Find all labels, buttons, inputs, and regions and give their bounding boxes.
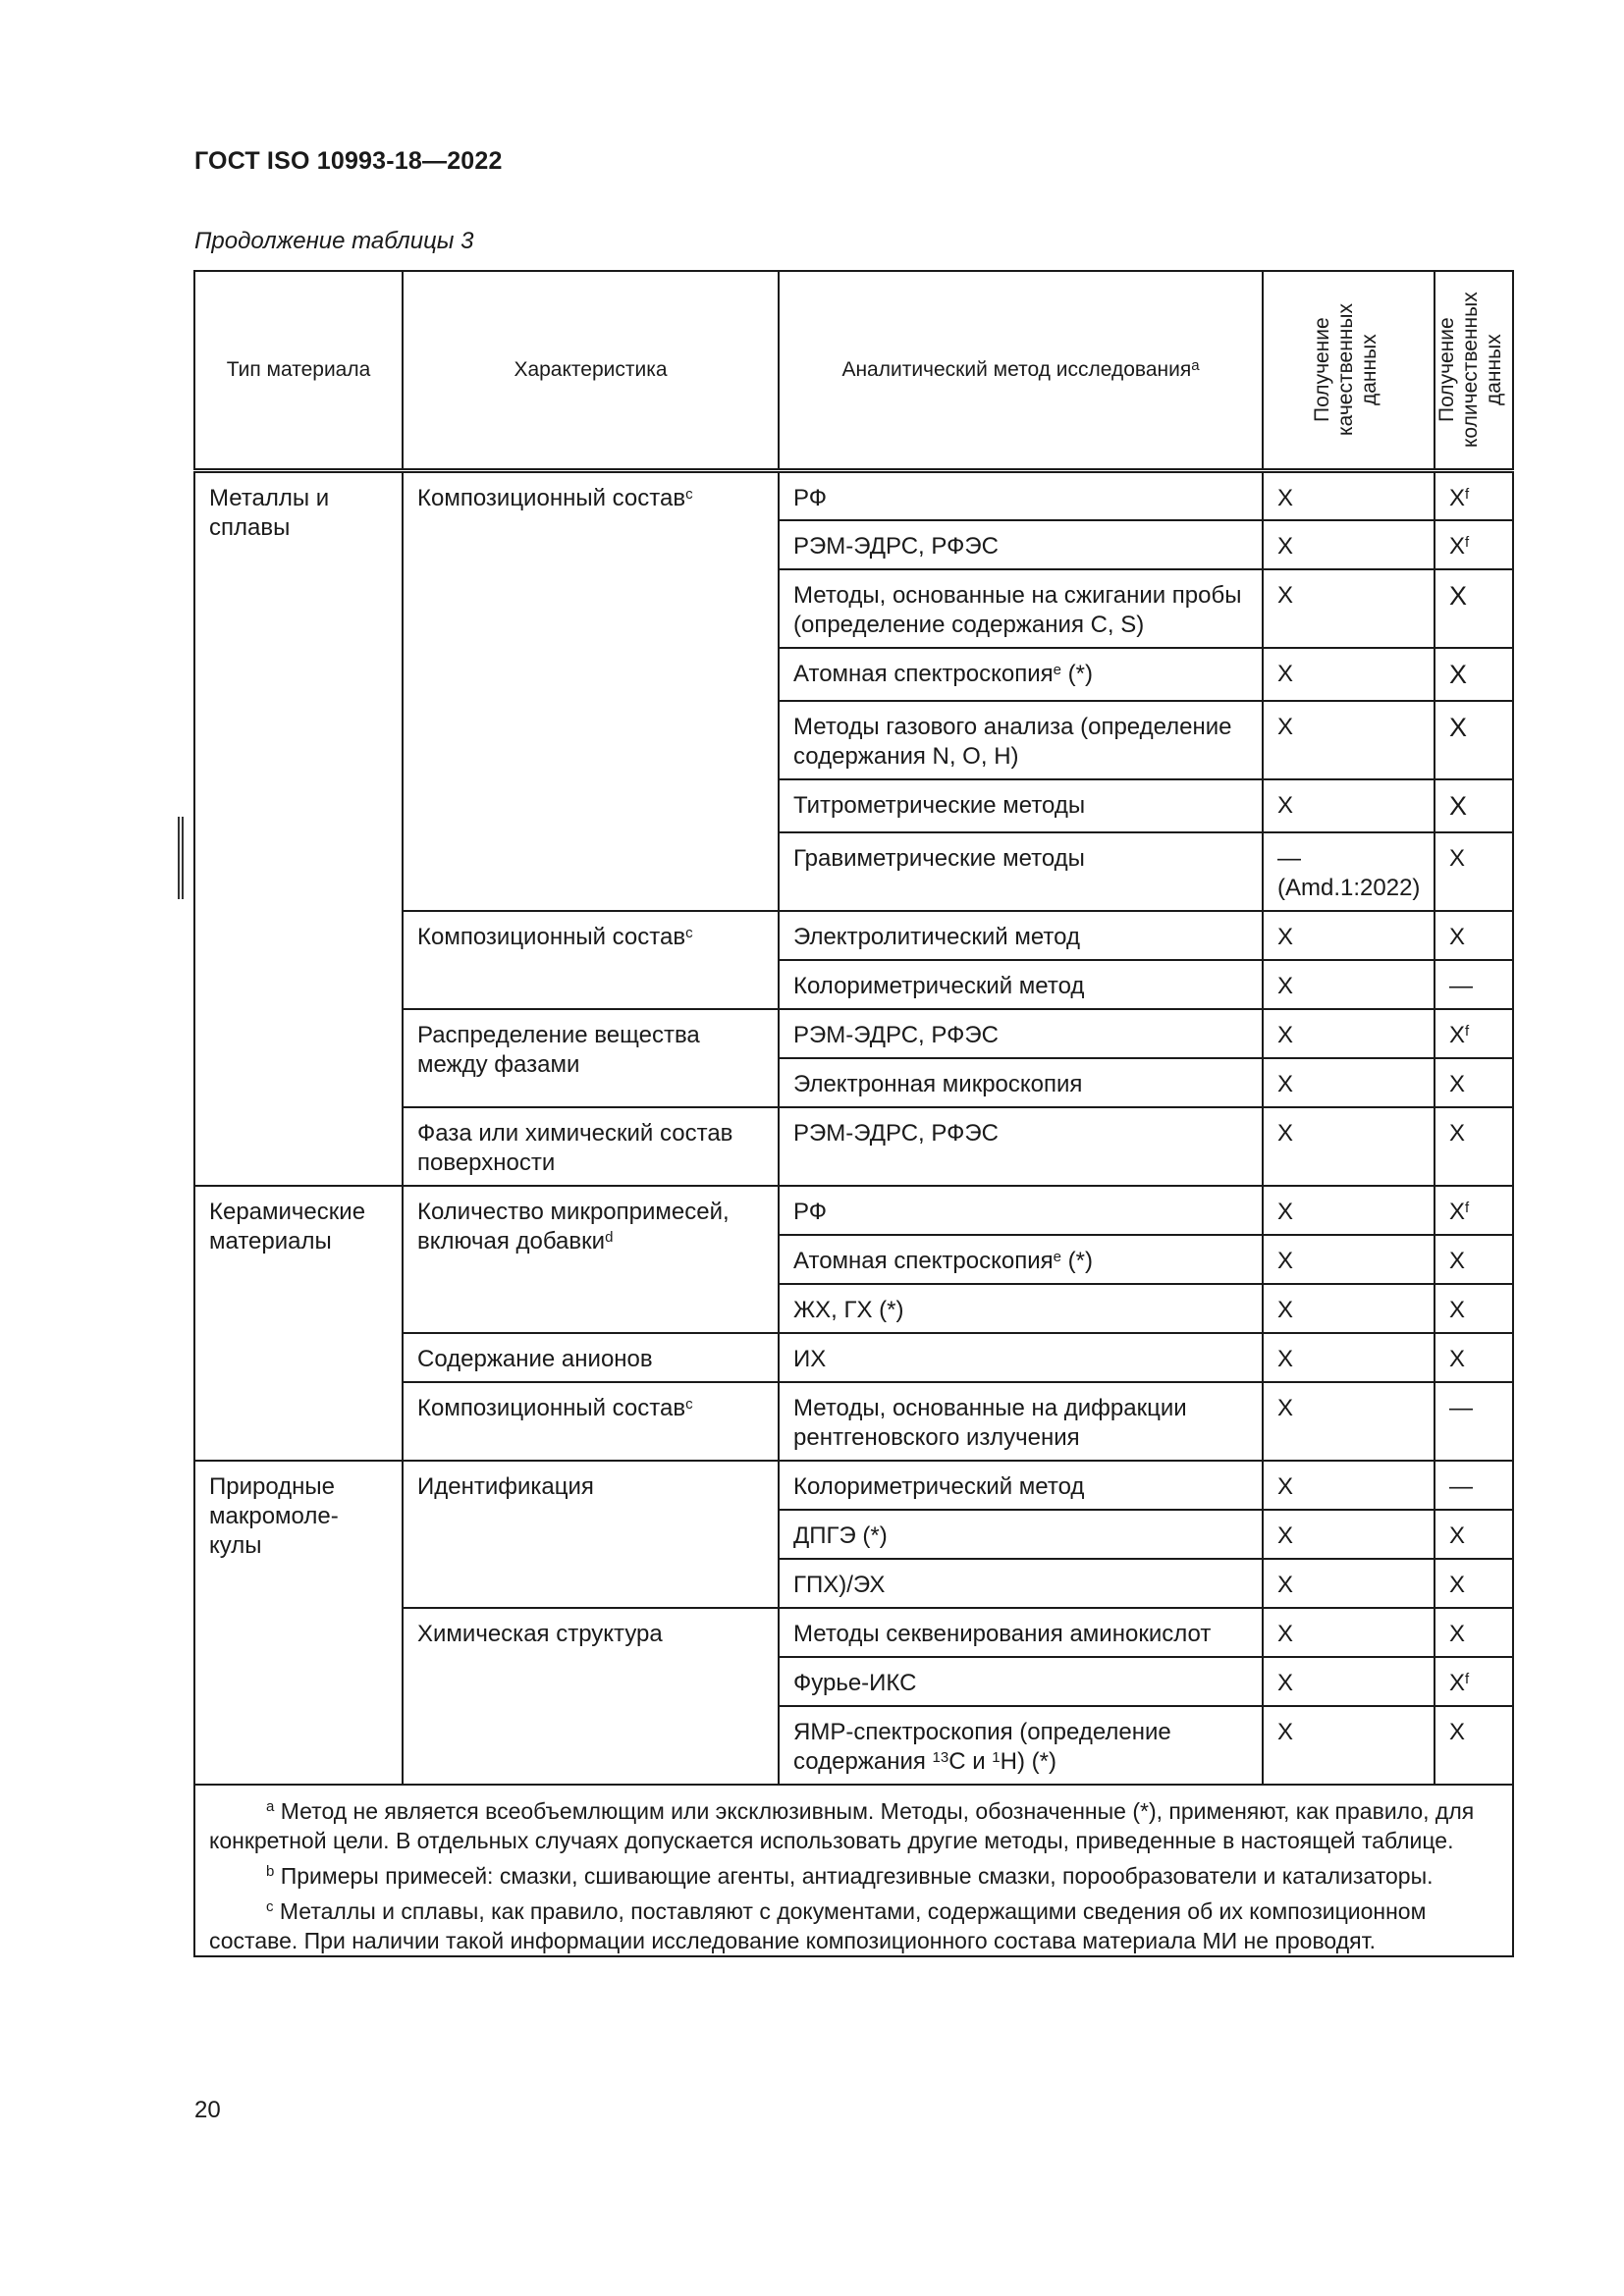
footnote-row <box>194 1785 1513 1956</box>
method-cell: РЭМ-ЭДРС, РФЭС <box>779 520 1263 569</box>
method-cell: ЖХ, ГХ (*) <box>779 1284 1263 1333</box>
superscript: 1 <box>992 1748 1001 1766</box>
header-quantitative: Получение количественных данных <box>1435 271 1513 471</box>
header-method: Аналитический метод исследования$^a$ <box>779 271 1263 471</box>
mark-value: X <box>1277 1345 1294 1372</box>
characteristic-cell: Композиционный состав$^c$ <box>403 1382 779 1461</box>
quantitative-mark <box>1435 1186 1513 1235</box>
qualitative-mark <box>1263 520 1435 569</box>
qualitative-mark <box>1263 1510 1435 1559</box>
quantitative-mark <box>1435 569 1513 648</box>
table-caption: Продолжение таблицы 3 <box>194 228 474 254</box>
material-type-cell: Металлы и сплавы <box>194 471 403 1186</box>
mark-value: — <box>1277 844 1301 872</box>
mark-value: X <box>1449 580 1468 611</box>
qualitative-mark <box>1263 1657 1435 1706</box>
superscript: c <box>685 924 693 941</box>
footnote-b: $^b$ Примеры примесей: смазки, сшивающие агенты, антиадгезивные смазки, порообразователи и катализаторы. <box>266 1862 1434 1889</box>
mark-value: X <box>1277 791 1294 819</box>
mark-value: X <box>1277 1119 1294 1147</box>
quantitative-mark <box>1435 1333 1513 1382</box>
footnote-a: $^a$ Метод не является всеобъемлющим или эксклюзивным. Методы, обозначенные (*), применяют, как правило, для конкретной цели. В отдельных случаях допускается использовать другие методы, приведенные в настоящей таблице. <box>209 1797 1475 1853</box>
method-cell: ДПГЭ (*) <box>779 1510 1263 1559</box>
superscript: c <box>685 486 693 503</box>
mark-value: — <box>1449 1472 1473 1500</box>
quantitative-mark <box>1435 520 1513 569</box>
method-cell: Методы, основанные на сжигании пробы (определение содержания С, S) <box>779 569 1263 648</box>
qualitative-mark <box>1263 1382 1435 1461</box>
superscript: f <box>1465 486 1470 503</box>
quantitative-mark <box>1435 1657 1513 1706</box>
quantitative-mark <box>1435 471 1513 520</box>
material-type-cell: Природные макромоле-кулы <box>194 1461 403 1785</box>
qualitative-mark <box>1263 960 1435 1009</box>
mark-value: — <box>1449 972 1473 999</box>
mark-value: X <box>1449 1669 1466 1696</box>
method-cell: ГПХ)/ЭХ <box>779 1559 1263 1608</box>
qualitative-mark <box>1263 648 1435 701</box>
method-cell: Фурье-ИКС <box>779 1657 1263 1706</box>
method-cell: Колориметрический метод <box>779 960 1263 1009</box>
method-cell: Колориметрический метод <box>779 1461 1263 1510</box>
superscript: c <box>266 1897 274 1915</box>
method-cell: Электролитический метод <box>779 911 1263 960</box>
qualitative-mark <box>1263 1706 1435 1785</box>
qualitative-mark <box>1263 1284 1435 1333</box>
mark-value: X <box>1277 972 1294 999</box>
mark-value: X <box>1277 581 1294 609</box>
superscript: e <box>1053 661 1061 678</box>
mark-value: X <box>1277 532 1294 560</box>
amendment-note: (Amd.1:2022) <box>1277 874 1421 901</box>
method-cell: Титрометрические методы <box>779 779 1263 832</box>
qualitative-mark <box>1263 911 1435 960</box>
mark-value: X <box>1449 1296 1466 1323</box>
method-cell: Методы секвенирования аминокислот <box>779 1608 1263 1657</box>
mark-value: X <box>1449 485 1466 511</box>
mark-value: X <box>1449 1198 1466 1225</box>
mark-value: X <box>1277 1247 1294 1274</box>
qualitative-mark <box>1263 779 1435 832</box>
characteristic-cell: Композиционный состав$^c$ <box>403 471 779 911</box>
mark-value: X <box>1277 1669 1294 1696</box>
mark-value: — <box>1449 1394 1473 1421</box>
quantitative-mark <box>1435 1461 1513 1510</box>
mark-value: X <box>1449 1247 1466 1274</box>
table-body <box>194 471 1513 1785</box>
superscript: 13 <box>932 1748 949 1766</box>
header-characteristic: Характеристика <box>403 271 779 471</box>
mark-value: X <box>1277 1571 1294 1598</box>
method-cell: Гравиметрические методы <box>779 832 1263 911</box>
material-type-cell: Керамические материалы <box>194 1186 403 1461</box>
mark-value: X <box>1277 1718 1294 1745</box>
quantitative-mark <box>1435 832 1513 911</box>
characteristic-cell: Химическая структура <box>403 1608 779 1785</box>
mark-value: X <box>1449 1070 1466 1097</box>
qualitative-mark <box>1263 1058 1435 1107</box>
quantitative-mark <box>1435 1235 1513 1284</box>
mark-value: X <box>1277 923 1294 950</box>
mark-value: X <box>1449 712 1468 742</box>
superscript: d <box>605 1228 614 1246</box>
mark-value: X <box>1449 1119 1466 1147</box>
quantitative-mark <box>1435 701 1513 779</box>
characteristic-cell: Фаза или химический состав поверхности <box>403 1107 779 1186</box>
quantitative-mark <box>1435 648 1513 701</box>
characteristic-cell: Композиционный состав$^c$ <box>403 911 779 1009</box>
quantitative-mark <box>1435 960 1513 1009</box>
quantitative-mark <box>1435 1107 1513 1186</box>
characteristic-cell: Содержание анионов <box>403 1333 779 1382</box>
mark-value: X <box>1449 790 1468 821</box>
footnotes <box>194 1785 1513 1956</box>
characteristic-cell: Распределение вещества между фазами <box>403 1009 779 1107</box>
superscript: b <box>266 1862 275 1880</box>
qualitative-mark <box>1263 1235 1435 1284</box>
quantitative-mark <box>1435 779 1513 832</box>
mark-value: X <box>1277 660 1294 687</box>
method-cell: РЭМ-ЭДРС, РФЭС <box>779 1009 1263 1058</box>
method-cell: РФ <box>779 471 1263 520</box>
method-cell: Атомная спектроскопия$^e$ (*) <box>779 648 1263 701</box>
mark-value: X <box>1277 713 1294 740</box>
analysis-methods-table <box>193 270 1514 1957</box>
mark-value: X <box>1277 1021 1294 1048</box>
qualitative-mark <box>1263 1333 1435 1382</box>
method-cell: Электронная микроскопия <box>779 1058 1263 1107</box>
method-cell: Методы газового анализа (определение содержания N, O, H) <box>779 701 1263 779</box>
qualitative-mark <box>1263 471 1435 520</box>
qualitative-mark <box>1263 1009 1435 1058</box>
table-row <box>194 1186 1513 1235</box>
qualitative-mark <box>1263 569 1435 648</box>
superscript: f <box>1465 533 1470 551</box>
quantitative-mark <box>1435 911 1513 960</box>
method-cell: РФ <box>779 1186 1263 1235</box>
mark-value: X <box>1277 1620 1294 1647</box>
method-cell: Атомная спектроскопия$^e$ (*) <box>779 1235 1263 1284</box>
header-material-type: Тип материала <box>194 271 403 471</box>
characteristic-cell: Количество микропримесей, включая добавки$^d$ <box>403 1186 779 1333</box>
quantitative-mark <box>1435 1058 1513 1107</box>
document-code: ГОСТ ISO 10993-18—2022 <box>194 147 503 175</box>
qualitative-mark <box>1263 1608 1435 1657</box>
mark-value: X <box>1449 659 1468 689</box>
qualitative-mark <box>1263 1186 1435 1235</box>
quantitative-mark <box>1435 1382 1513 1461</box>
qualitative-mark <box>1263 1107 1435 1186</box>
mark-value: X <box>1449 1345 1466 1372</box>
qualitative-mark <box>1263 1559 1435 1608</box>
mark-value: X <box>1449 923 1466 950</box>
mark-value: X <box>1449 1571 1466 1598</box>
superscript: e <box>1053 1248 1061 1265</box>
superscript: c <box>685 1395 693 1413</box>
mark-value: X <box>1449 1522 1466 1549</box>
page-number: 20 <box>194 2097 221 2123</box>
quantitative-mark <box>1435 1510 1513 1559</box>
superscript: f <box>1465 1022 1470 1040</box>
mark-value: X <box>1277 1198 1294 1225</box>
mark-value: X <box>1449 1718 1466 1745</box>
quantitative-mark <box>1435 1608 1513 1657</box>
characteristic-cell: Идентификация <box>403 1461 779 1608</box>
mark-value: X <box>1277 1522 1294 1549</box>
quantitative-mark <box>1435 1706 1513 1785</box>
qualitative-mark <box>1263 832 1435 911</box>
footnote-c: $^c$ Металлы и сплавы, как правило, поставляют с документами, содержащими сведения об их композиционном составе. При наличии такой информации исследование композиционного состава материала МИ не проводят. <box>209 1897 1427 1953</box>
change-bar <box>178 817 184 899</box>
mark-value: X <box>1449 1021 1466 1048</box>
qualitative-mark <box>1263 701 1435 779</box>
method-cell: Методы, основанные на дифракции рентгеновского излучения <box>779 1382 1263 1461</box>
quantitative-mark <box>1435 1284 1513 1333</box>
table-row <box>194 471 1513 520</box>
quantitative-mark <box>1435 1559 1513 1608</box>
mark-value: X <box>1277 1472 1294 1500</box>
mark-value: X <box>1277 1070 1294 1097</box>
superscript: a <box>266 1797 275 1815</box>
mark-value: X <box>1277 1296 1294 1323</box>
superscript: f <box>1465 1670 1470 1687</box>
mark-value: X <box>1449 844 1466 872</box>
method-cell: ИХ <box>779 1333 1263 1382</box>
superscript: f <box>1465 1199 1470 1216</box>
table-row <box>194 1461 1513 1510</box>
table-header-row <box>194 271 1513 471</box>
header-qualitative: Получение качественных данных <box>1263 271 1435 471</box>
method-cell: ЯМР-спектроскопия (определение содержания $^{13}$С и $^1$Н) (*) <box>779 1706 1263 1785</box>
qualitative-mark <box>1263 1461 1435 1510</box>
mark-value: X <box>1277 1394 1294 1421</box>
mark-value: X <box>1277 485 1294 511</box>
quantitative-mark <box>1435 1009 1513 1058</box>
mark-value: X <box>1449 532 1466 560</box>
mark-value: X <box>1449 1620 1466 1647</box>
method-cell: РЭМ-ЭДРС, РФЭС <box>779 1107 1263 1186</box>
